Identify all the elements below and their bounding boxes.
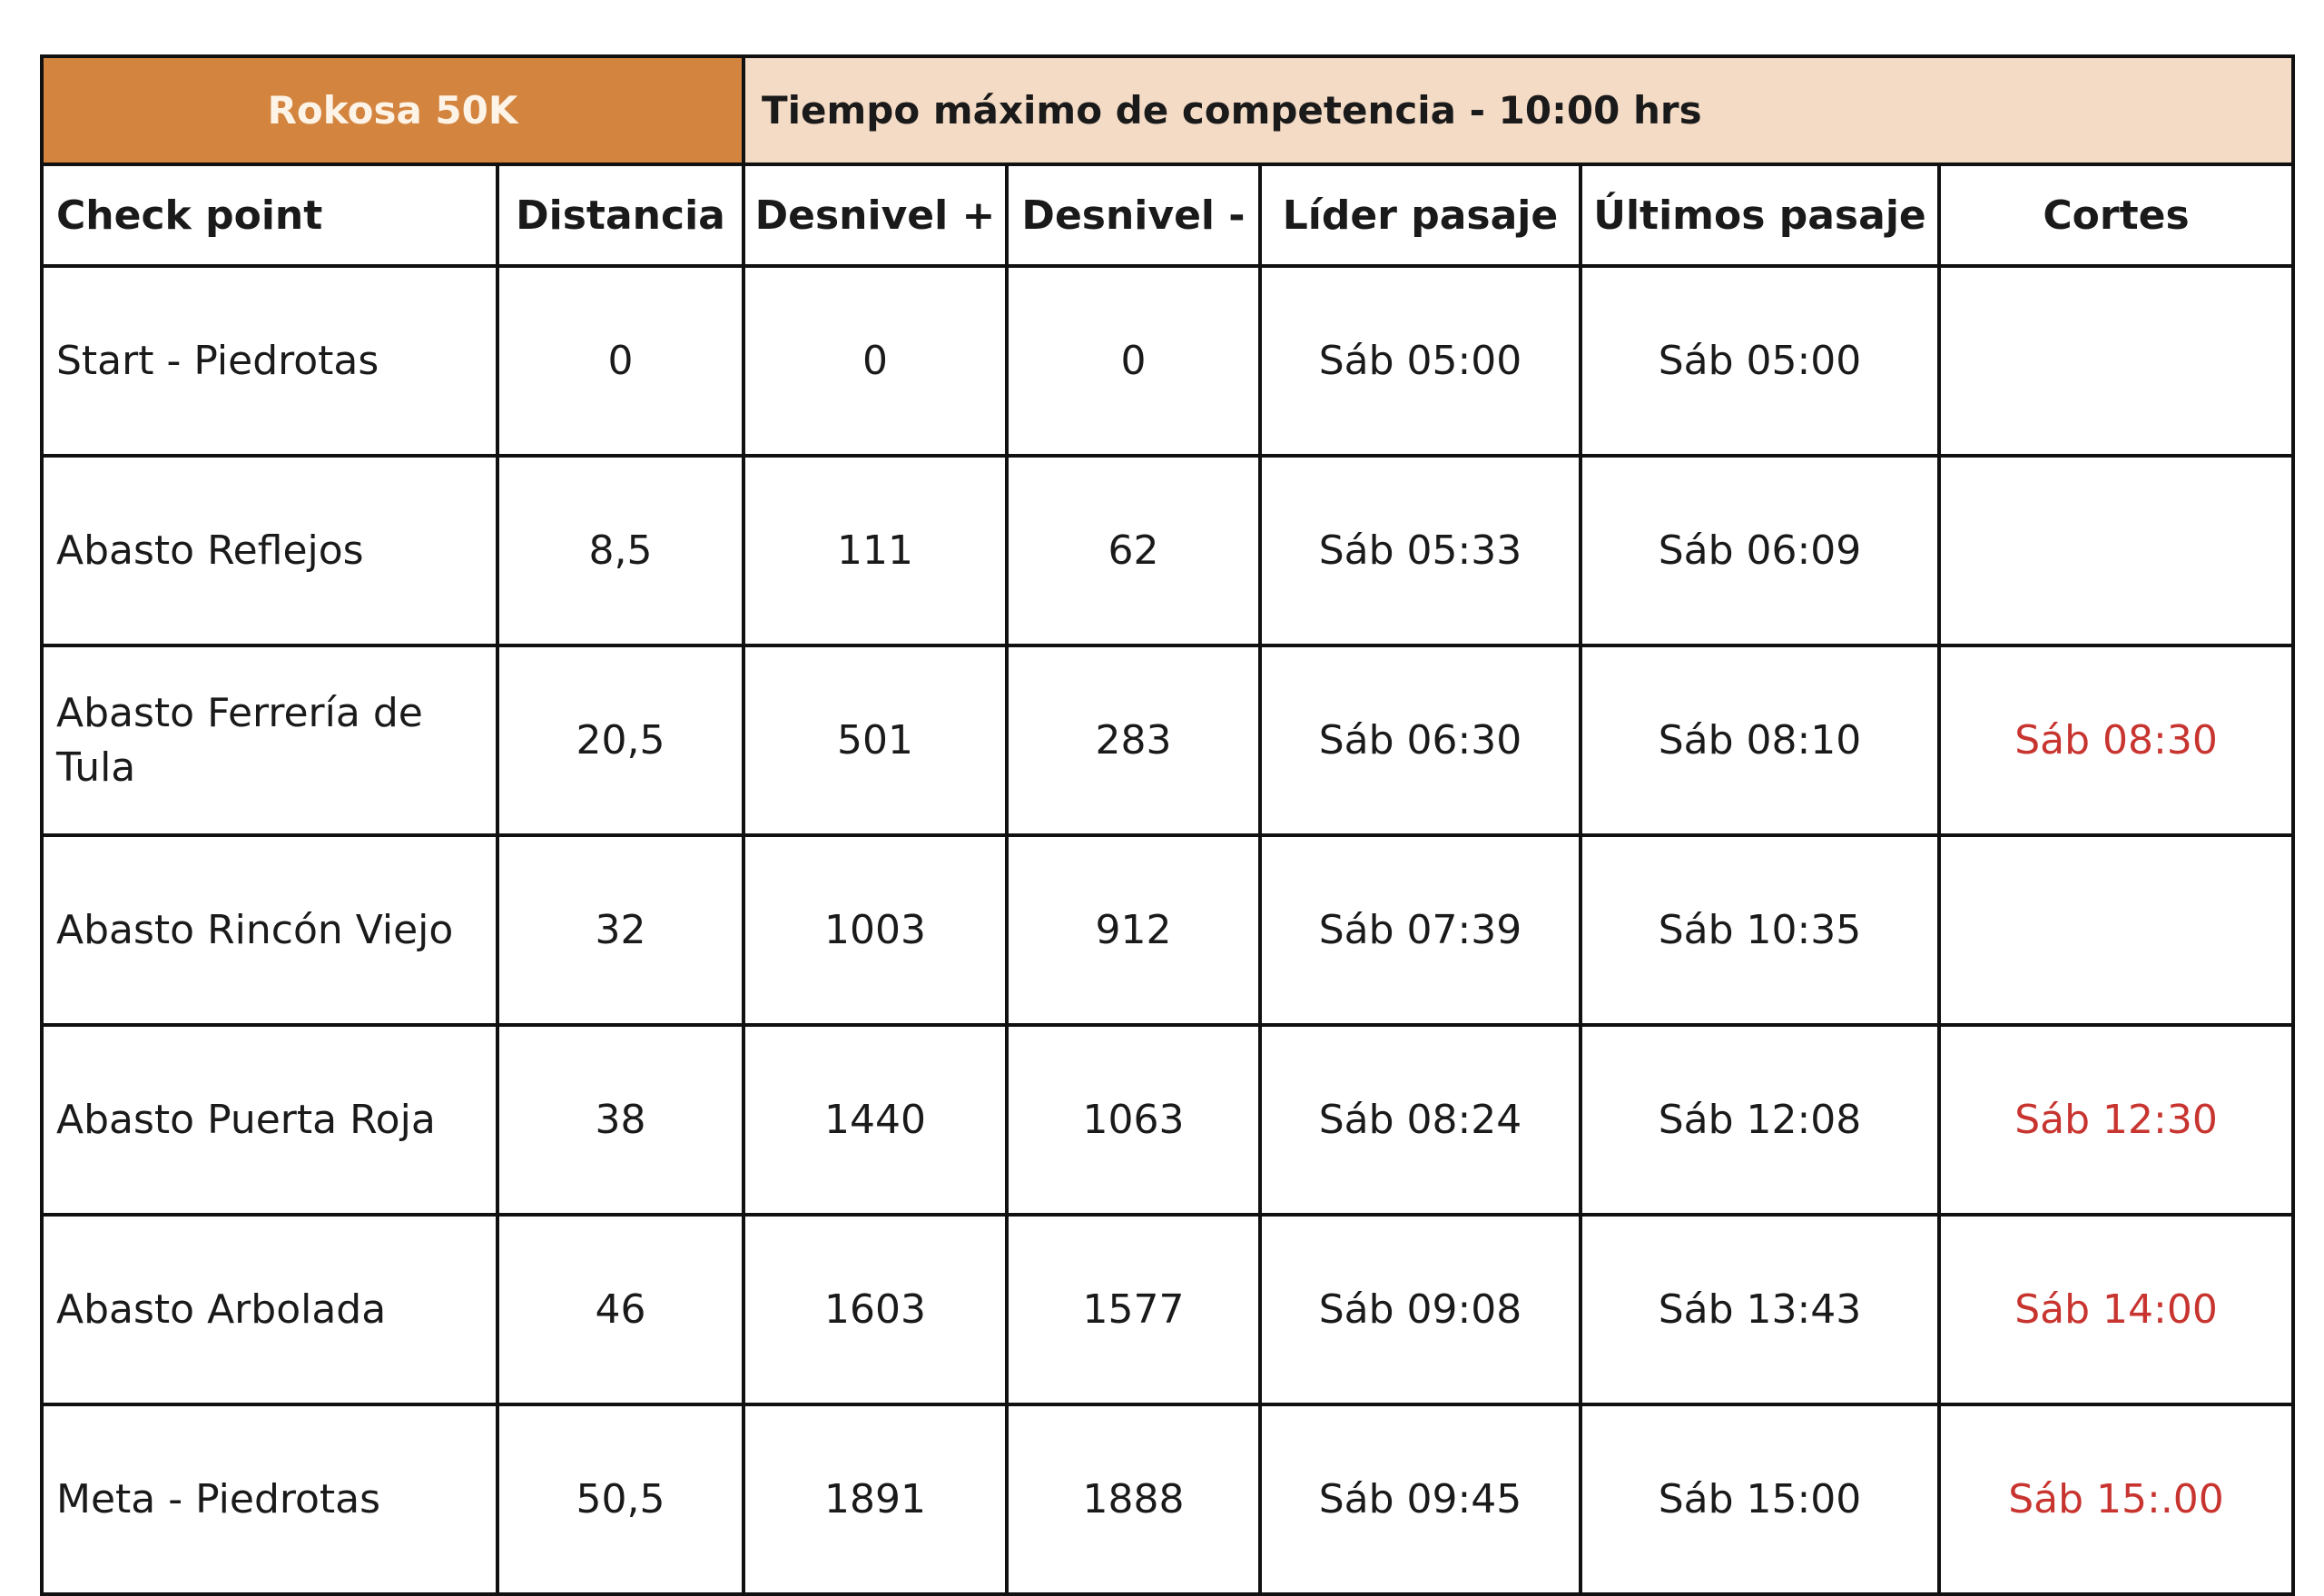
loss-cell: 1063 [1007, 1025, 1260, 1215]
leader-time-cell: Sáb 08:24 [1260, 1025, 1581, 1215]
last-time-cell: Sáb 10:35 [1581, 835, 1939, 1025]
checkpoint-cell: Abasto Puerta Roja [42, 1025, 497, 1215]
gain-cell: 1440 [743, 1025, 1007, 1215]
distance-cell: 20,5 [497, 645, 743, 835]
gain-cell: 501 [743, 645, 1007, 835]
cutoff-cell: Sáb 12:30 [1939, 1025, 2293, 1215]
loss-cell: 0 [1007, 266, 1260, 456]
leader-time-cell: Sáb 09:08 [1260, 1215, 1581, 1404]
cutoff-cell [1939, 835, 2293, 1025]
last-time-cell: Sáb 15:00 [1581, 1404, 1939, 1594]
last-time-cell: Sáb 12:08 [1581, 1025, 1939, 1215]
table-row [42, 835, 2293, 1025]
title-row [42, 56, 2293, 164]
checkpoint-cell: Abasto Reflejos [42, 456, 497, 645]
checkpoint-cell: Abasto Ferrería de Tula [42, 645, 497, 835]
gain-cell: 1603 [743, 1215, 1007, 1404]
gain-cell: 111 [743, 456, 1007, 645]
checkpoint-cell: Meta - Piedrotas [42, 1404, 497, 1594]
gain-cell: 0 [743, 266, 1007, 456]
checkpoint-cell: Abasto Arbolada [42, 1215, 497, 1404]
leader-time-cell: Sáb 05:00 [1260, 266, 1581, 456]
gain-cell: 1891 [743, 1404, 1007, 1594]
column-header-distance: Distancia [497, 164, 743, 266]
checkpoint-cell: Abasto Rincón Viejo [42, 835, 497, 1025]
loss-cell: 283 [1007, 645, 1260, 835]
leader-time-cell: Sáb 09:45 [1260, 1404, 1581, 1594]
distance-cell: 46 [497, 1215, 743, 1404]
gain-cell: 1003 [743, 835, 1007, 1025]
last-time-cell: Sáb 13:43 [1581, 1215, 1939, 1404]
time-limit: Tiempo máximo de competencia - 10:00 hrs [743, 56, 2293, 164]
distance-cell: 50,5 [497, 1404, 743, 1594]
leader-time-cell: Sáb 07:39 [1260, 835, 1581, 1025]
distance-cell: 38 [497, 1025, 743, 1215]
last-time-cell: Sáb 06:09 [1581, 456, 1939, 645]
loss-cell: 1888 [1007, 1404, 1260, 1594]
checkpoint-cell: Start - Piedrotas [42, 266, 497, 456]
table-row [42, 645, 2293, 835]
column-header-loss: Desnivel - [1007, 164, 1260, 266]
column-header-checkpoint: Check point [42, 164, 497, 266]
table-row [42, 1404, 2293, 1594]
distance-cell: 0 [497, 266, 743, 456]
loss-cell: 62 [1007, 456, 1260, 645]
loss-cell: 1577 [1007, 1215, 1260, 1404]
distance-cell: 8,5 [497, 456, 743, 645]
table-row [42, 1215, 2293, 1404]
checkpoint-schedule-table [40, 54, 2295, 1596]
table-row [42, 1025, 2293, 1215]
loss-cell: 912 [1007, 835, 1260, 1025]
table-row [42, 266, 2293, 456]
last-time-cell: Sáb 08:10 [1581, 645, 1939, 835]
column-header-leader: Líder pasaje [1260, 164, 1581, 266]
column-header-gain: Desnivel + [743, 164, 1007, 266]
cutoff-cell [1939, 266, 2293, 456]
cutoff-cell: Sáb 14:00 [1939, 1215, 2293, 1404]
cutoff-cell [1939, 456, 2293, 645]
cutoff-cell: Sáb 15:.00 [1939, 1404, 2293, 1594]
table-row [42, 456, 2293, 645]
column-header-row [42, 164, 2293, 266]
leader-time-cell: Sáb 06:30 [1260, 645, 1581, 835]
event-name: Rokosa 50K [42, 56, 743, 164]
schedule-table-wrapper [40, 54, 2291, 1596]
column-header-last: Últimos pasaje [1581, 164, 1939, 266]
distance-cell: 32 [497, 835, 743, 1025]
column-header-cutoff: Cortes [1939, 164, 2293, 266]
cutoff-cell: Sáb 08:30 [1939, 645, 2293, 835]
last-time-cell: Sáb 05:00 [1581, 266, 1939, 456]
leader-time-cell: Sáb 05:33 [1260, 456, 1581, 645]
